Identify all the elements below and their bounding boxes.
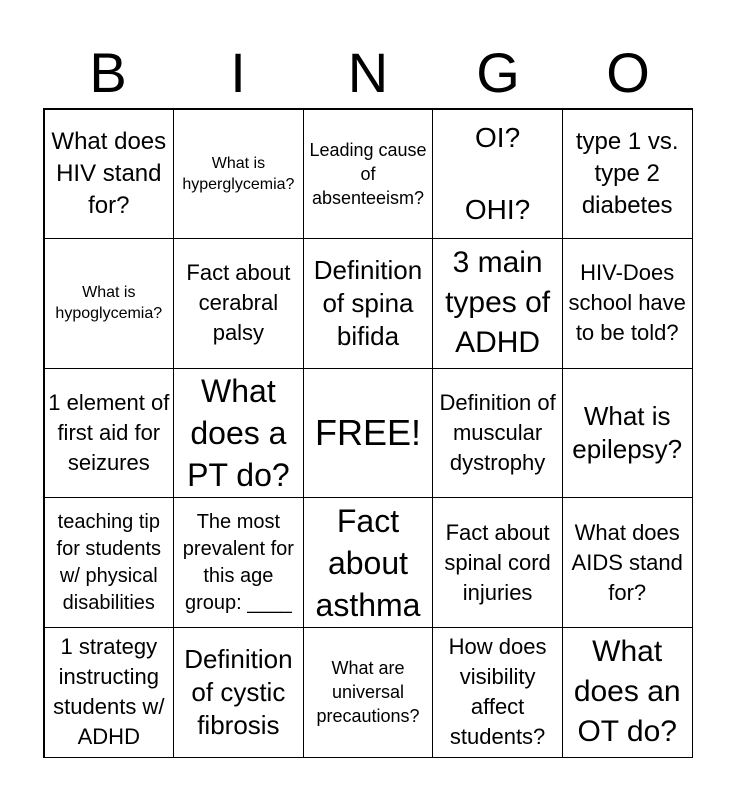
bingo-cell[interactable]: Fact about cerabral palsy — [173, 238, 304, 369]
bingo-cell[interactable]: What is hyperglycemia? — [173, 109, 304, 240]
bingo-cell[interactable]: Definition of muscular dystrophy — [432, 368, 563, 499]
bingo-cell[interactable]: What does HIV stand for? — [44, 109, 175, 240]
bingo-cell[interactable]: What are universal precautions? — [303, 627, 434, 758]
header-letter-o: O — [606, 41, 650, 104]
bingo-cell[interactable]: What does a PT do? — [173, 368, 304, 499]
header-letter-g: G — [476, 41, 520, 104]
bingo-cell[interactable]: Leading cause of absenteeism? — [303, 109, 434, 240]
bingo-cell[interactable]: 1 strategy instructing students w/ ADHD — [44, 627, 175, 758]
header-letter-b: B — [89, 41, 127, 104]
bingo-cell[interactable]: Fact about asthma — [303, 497, 434, 628]
header-letter-n: N — [347, 41, 389, 104]
bingo-cell[interactable]: type 1 vs. type 2 diabetes — [562, 109, 693, 240]
bingo-cell[interactable]: OI? OHI? — [432, 109, 563, 240]
bingo-cell[interactable]: teaching tip for students w/ physical disabilities — [44, 497, 175, 628]
header-letter-i: I — [230, 41, 246, 104]
bingo-card — [43, 108, 693, 758]
bingo-header — [43, 38, 693, 108]
free-space-cell[interactable]: FREE! — [303, 368, 434, 499]
bingo-cell[interactable]: The most prevalent for this age group: ____ — [173, 497, 304, 628]
bingo-cell[interactable]: Definition of spina bifida — [303, 238, 434, 369]
bingo-cell[interactable]: What is hypoglycemia? — [44, 238, 175, 369]
bingo-cell[interactable]: HIV-Does school have to be told? — [562, 238, 693, 369]
bingo-cell[interactable]: Fact about spinal cord injuries — [432, 497, 563, 628]
bingo-cell[interactable]: What does an OT do? — [562, 627, 693, 758]
bingo-cell[interactable]: How does visibility affect students? — [432, 627, 563, 758]
bingo-cell[interactable]: What is epilepsy? — [562, 368, 693, 499]
bingo-cell[interactable]: What does AIDS stand for? — [562, 497, 693, 628]
bingo-cell[interactable]: Definition of cystic fibrosis — [173, 627, 304, 758]
bingo-cell[interactable]: 1 element of first aid for seizures — [44, 368, 175, 499]
bingo-cell[interactable]: 3 main types of ADHD — [432, 238, 563, 369]
